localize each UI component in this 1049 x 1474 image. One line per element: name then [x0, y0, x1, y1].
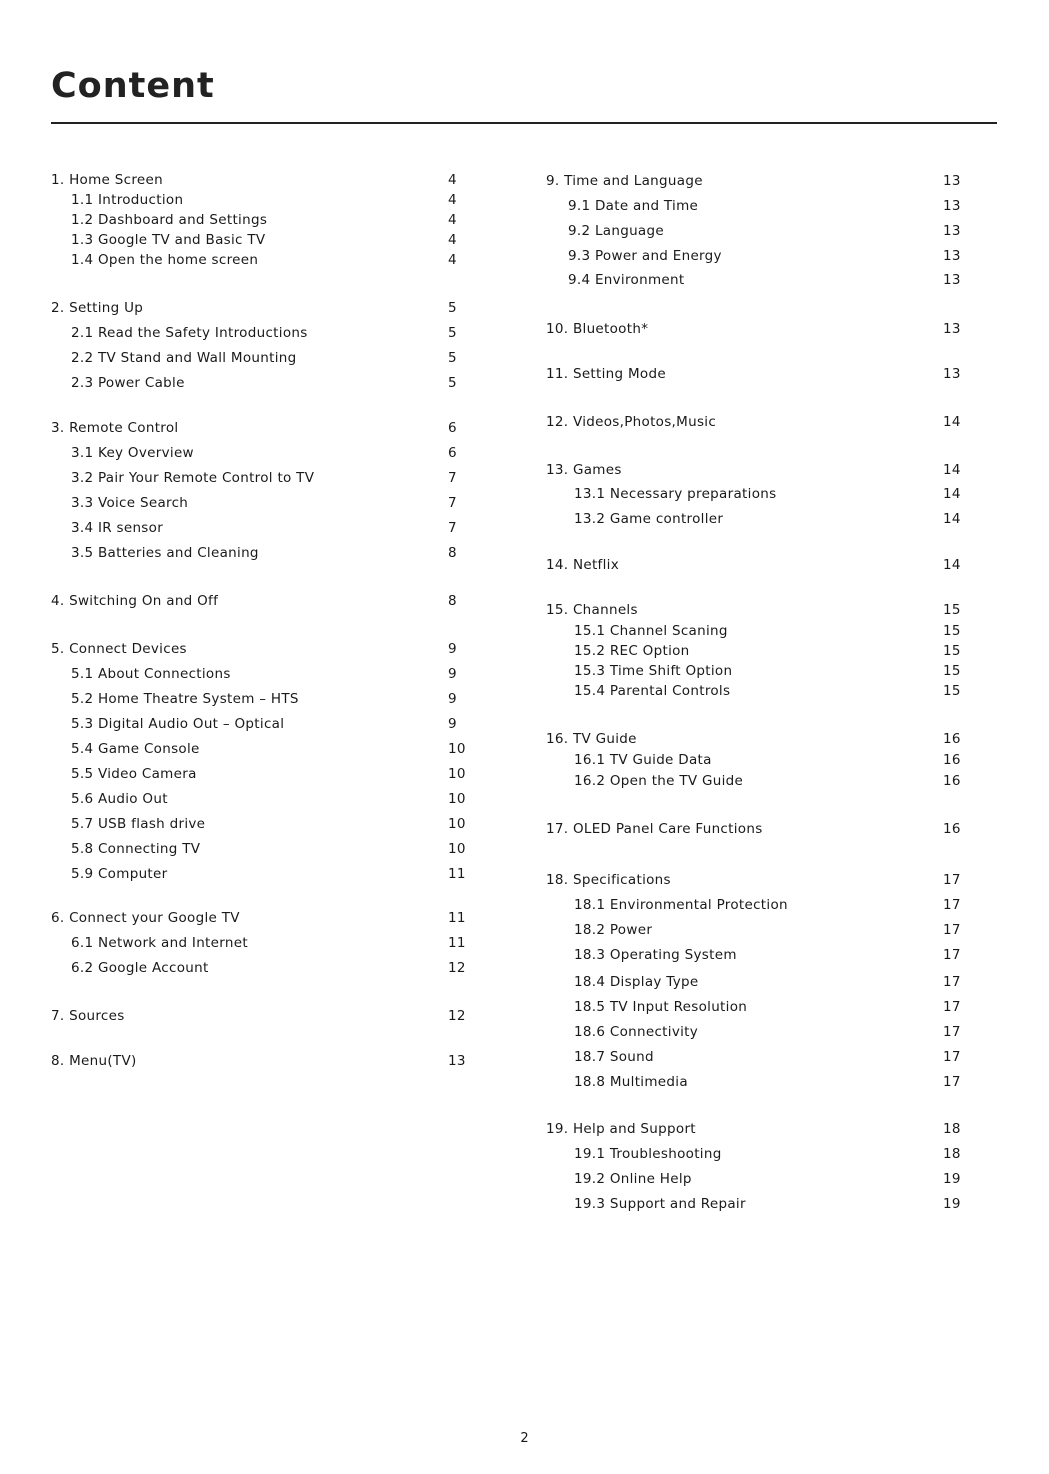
toc-entry-label: 18.7 Sound: [574, 1049, 654, 1065]
toc-entry-page: 14: [943, 557, 961, 573]
toc-entry-page: 15: [943, 643, 961, 659]
toc-entry-page: 13: [448, 1053, 466, 1069]
toc-entry-page: 18: [943, 1146, 961, 1162]
toc-entry-label: 2.1 Read the Safety Introductions: [71, 325, 308, 341]
toc-entry-page: 15: [943, 683, 961, 699]
toc-entry-label: 5. Connect Devices: [51, 641, 187, 657]
toc-entry-page: 13: [943, 321, 961, 337]
toc-entry-label: 18. Specifications: [546, 872, 671, 888]
toc-entry-label: 2.2 TV Stand and Wall Mounting: [71, 350, 297, 366]
toc-entry-page: 13: [943, 272, 961, 288]
toc-entry-page: 13: [943, 198, 961, 214]
toc-entry-page: 7: [448, 470, 457, 486]
toc-entry-label: 19.2 Online Help: [574, 1171, 692, 1187]
toc-entry-page: 16: [943, 752, 961, 768]
toc-entry-page: 4: [448, 212, 457, 228]
toc-entry-label: 9.1 Date and Time: [568, 198, 699, 214]
toc-entry-page: 17: [943, 872, 961, 888]
toc-entry-page: 10: [448, 816, 466, 832]
toc-entry-label: 11. Setting Mode: [546, 366, 666, 382]
toc-entry-page: 4: [448, 192, 457, 208]
page-number: 2: [520, 1431, 529, 1446]
toc-entry-page: 11: [448, 910, 466, 926]
toc-entry-label: 3.3 Voice Search: [71, 495, 189, 511]
toc-entry-label: 19. Help and Support: [546, 1121, 696, 1137]
toc-entry-label: 9.3 Power and Energy: [568, 248, 722, 264]
toc-entry-label: 7. Sources: [51, 1008, 125, 1024]
toc-entry-label: 5.8 Connecting TV: [71, 841, 201, 857]
page-title: Content: [51, 66, 215, 106]
toc-entry-label: 18.3 Operating System: [574, 947, 737, 963]
toc-entry-label: 18.1 Environmental Protection: [574, 897, 788, 913]
toc-entry-label: 19.3 Support and Repair: [574, 1196, 746, 1212]
toc-entry-label: 3.4 IR sensor: [71, 520, 164, 536]
toc-entry-page: 13: [943, 366, 961, 382]
toc-entry-label: 6.1 Network and Internet: [71, 935, 248, 951]
toc-entry-page: 16: [943, 731, 961, 747]
toc-entry-label: 1.4 Open the home screen: [71, 252, 259, 268]
toc-entry-page: 12: [448, 1008, 466, 1024]
toc-entry-page: 15: [943, 602, 961, 618]
toc-entry-label: 5.9 Computer: [71, 866, 168, 882]
toc-entry-page: 19: [943, 1196, 961, 1212]
toc-entry-label: 15.4 Parental Controls: [574, 683, 731, 699]
toc-entry-label: 5.6 Audio Out: [71, 791, 168, 807]
toc-entry-label: 15.1 Channel Scaning: [574, 623, 728, 639]
toc-entry-page: 13: [943, 223, 961, 239]
toc-entry-label: 15.3 Time Shift Option: [574, 663, 733, 679]
toc-entry-page: 17: [943, 1049, 961, 1065]
toc-entry-page: 18: [943, 1121, 961, 1137]
toc-entry-label: 9.2 Language: [568, 223, 664, 239]
toc-entry-page: 13: [943, 173, 961, 189]
toc-entry-label: 17. OLED Panel Care Functions: [546, 821, 763, 837]
toc-entry-page: 7: [448, 495, 457, 511]
toc-entry-label: 5.5 Video Camera: [71, 766, 197, 782]
toc-entry-label: 6. Connect your Google TV: [51, 910, 240, 926]
toc-entry-label: 18.6 Connectivity: [574, 1024, 699, 1040]
toc-entry-label: 8. Menu(TV): [51, 1053, 137, 1069]
toc-entry-page: 14: [943, 462, 961, 478]
toc-entry-page: 10: [448, 791, 466, 807]
toc-entry-page: 9: [448, 666, 457, 682]
toc-entry-page: 17: [943, 999, 961, 1015]
toc-entry-page: 17: [943, 947, 961, 963]
toc-entry-page: 5: [448, 350, 457, 366]
toc-entry-page: 11: [448, 935, 466, 951]
title-divider: [51, 122, 997, 124]
toc-entry-page: 6: [448, 445, 457, 461]
toc-entry-label: 13.2 Game controller: [574, 511, 724, 527]
toc-entry-page: 5: [448, 375, 457, 391]
toc-entry-label: 10. Bluetooth*: [546, 321, 649, 337]
toc-entry-page: 9: [448, 691, 457, 707]
toc-entry-label: 19.1 Troubleshooting: [574, 1146, 722, 1162]
toc-entry-page: 19: [943, 1171, 961, 1187]
toc-entry-page: 14: [943, 414, 961, 430]
toc-entry-page: 17: [943, 897, 961, 913]
toc-entry-page: 13: [943, 248, 961, 264]
toc-entry-label: 1.1 Introduction: [71, 192, 184, 208]
toc-entry-label: 18.4 Display Type: [574, 974, 699, 990]
toc-entry-page: 10: [448, 766, 466, 782]
toc-entry-page: 14: [943, 486, 961, 502]
toc-entry-label: 12. Videos,Photos,Music: [546, 414, 717, 430]
toc-entry-page: 8: [448, 593, 457, 609]
toc-entry-label: 15.2 REC Option: [574, 643, 690, 659]
toc-entry-label: 16. TV Guide: [546, 731, 637, 747]
toc-entry-page: 7: [448, 520, 457, 536]
toc-entry-label: 1.2 Dashboard and Settings: [71, 212, 268, 228]
toc-entry-label: 1. Home Screen: [51, 172, 163, 188]
toc-entry-label: 3.1 Key Overview: [71, 445, 194, 461]
toc-entry-label: 15. Channels: [546, 602, 638, 618]
toc-entry-page: 10: [448, 841, 466, 857]
toc-entry-label: 3. Remote Control: [51, 420, 179, 436]
toc-entry-label: 18.8 Multimedia: [574, 1074, 688, 1090]
toc-entry-page: 4: [448, 172, 457, 188]
toc-entry-page: 16: [943, 773, 961, 789]
toc-entry-label: 18.2 Power: [574, 922, 653, 938]
toc-entry-page: 6: [448, 420, 457, 436]
toc-entry-page: 17: [943, 1074, 961, 1090]
toc-entry-label: 5.4 Game Console: [71, 741, 200, 757]
toc-entry-label: 14. Netflix: [546, 557, 620, 573]
toc-entry-page: 10: [448, 741, 466, 757]
toc-entry-page: 17: [943, 922, 961, 938]
toc-entry-label: 2. Setting Up: [51, 300, 144, 316]
toc-entry-label: 16.2 Open the TV Guide: [574, 773, 744, 789]
toc-entry-page: 5: [448, 300, 457, 316]
toc-entry-label: 5.7 USB flash drive: [71, 816, 206, 832]
toc-entry-page: 17: [943, 1024, 961, 1040]
toc-entry-page: 12: [448, 960, 466, 976]
toc-entry-page: 16: [943, 821, 961, 837]
toc-entry-label: 5.1 About Connections: [71, 666, 231, 682]
toc-entry-label: 9. Time and Language: [546, 173, 703, 189]
toc-entry-page: 9: [448, 641, 457, 657]
toc-entry-label: 6.2 Google Account: [71, 960, 209, 976]
toc-entry-label: 5.3 Digital Audio Out – Optical: [71, 716, 285, 732]
toc-entry-label: 1.3 Google TV and Basic TV: [71, 232, 266, 248]
toc-entry-page: 5: [448, 325, 457, 341]
toc-entry-label: 13. Games: [546, 462, 622, 478]
toc-entry-label: 3.2 Pair Your Remote Control to TV: [71, 470, 315, 486]
toc-entry-page: 11: [448, 866, 466, 882]
toc-entry-page: 15: [943, 623, 961, 639]
toc-entry-label: 13.1 Necessary preparations: [574, 486, 777, 502]
toc-entry-label: 16.1 TV Guide Data: [574, 752, 712, 768]
toc-entry-page: 8: [448, 545, 457, 561]
toc-entry-page: 17: [943, 974, 961, 990]
toc-entry-page: 9: [448, 716, 457, 732]
toc-entry-page: 15: [943, 663, 961, 679]
toc-entry-label: 9.4 Environment: [568, 272, 685, 288]
toc-entry-page: 14: [943, 511, 961, 527]
toc-entry-label: 2.3 Power Cable: [71, 375, 185, 391]
toc-entry-page: 4: [448, 252, 457, 268]
toc-entry-label: 18.5 TV Input Resolution: [574, 999, 748, 1015]
toc-entry-label: 3.5 Batteries and Cleaning: [71, 545, 259, 561]
toc-entry-page: 4: [448, 232, 457, 248]
toc-entry-label: 5.2 Home Theatre System – HTS: [71, 691, 299, 707]
toc-entry-label: 4. Switching On and Off: [51, 593, 219, 609]
